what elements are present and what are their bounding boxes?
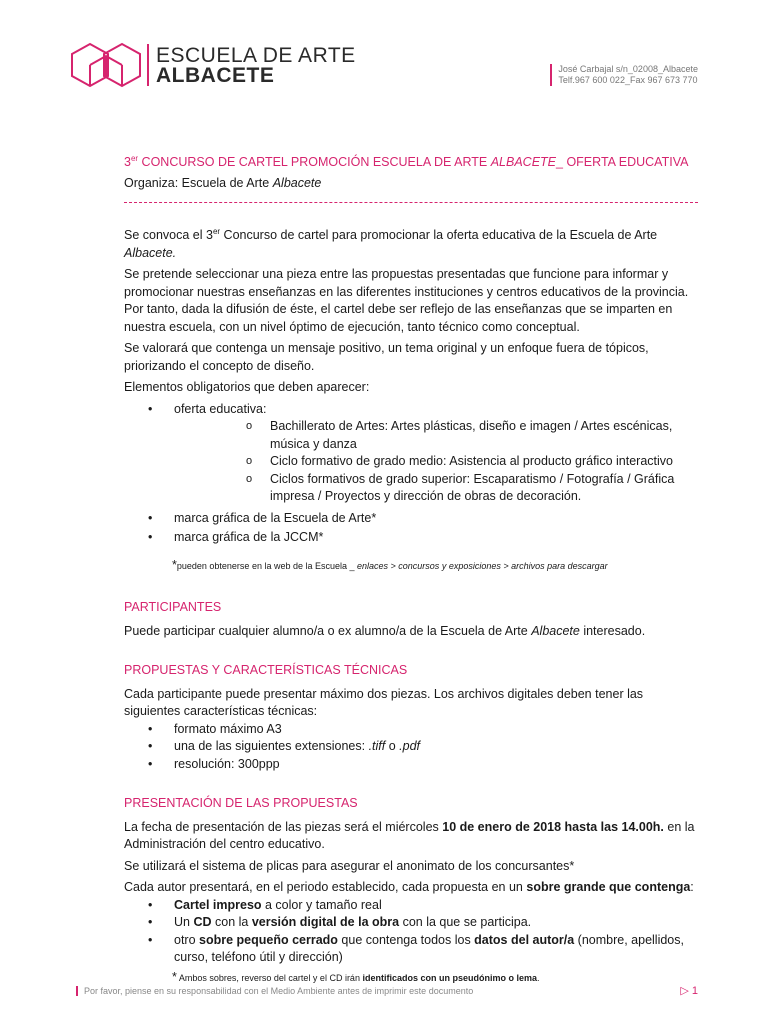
section-propuestas-title: PROPUESTAS Y CARACTERÍSTICAS TÉCNICAS bbox=[124, 663, 408, 678]
proposals-paragraph: Cada participante puede presentar máximo dos piezas. Los archivos digitales deben tener las siguientes características técnicas: bbox=[124, 686, 644, 719]
school-logo-icon bbox=[70, 40, 142, 90]
page-number: ▷ 1 bbox=[680, 985, 698, 997]
download-note: *pueden obtenerse en la web de la Escuela _ enlaces > concursos y exposiciones > archivos para descargar bbox=[172, 557, 608, 572]
list-item: o Ciclo formativo de grado medio: Asistencia al producto gráfico interactivo bbox=[174, 453, 698, 471]
list-item: • marca gráfica de la Escuela de Arte* bbox=[124, 510, 698, 528]
criteria-paragraph: Se valorará que contenga un mensaje positivo, un tema original y un enfoque fuera de tópicos, priorizando el concepto de diseño. bbox=[124, 341, 649, 373]
intro-paragraph: Se convoca el 3er Concurso de cartel para promocionar la oferta educativa de la Escuela de Arte Albacete. bbox=[124, 227, 658, 260]
deadline-paragraph: La fecha de presentación de las piezas será el miércoles 10 de enero de 2018 hasta las 14.00h. en la Administración del centro educativo. bbox=[124, 819, 695, 852]
organizer-line: Organiza: Escuela de Arte Albacete bbox=[124, 175, 322, 190]
document-title: 3er CONCURSO DE CARTEL PROMOCIÓN ESCUELA DE ARTE ALBACETE_ OFERTA EDUCATIVA bbox=[124, 154, 689, 170]
required-elements-list bbox=[124, 401, 698, 547]
list-item: • Un CD con la versión digital de la obra con la que se participa. bbox=[124, 914, 698, 932]
list-item: o Bachillerato de Artes: Artes plásticas, diseño e imagen / Artes escénicas, música y danza bbox=[174, 418, 698, 453]
section-presentacion-title: PRESENTACIÓN DE LAS PROPUESTAS bbox=[124, 796, 358, 811]
logo-text-line2: ALBACETE bbox=[156, 64, 275, 87]
title-rule bbox=[124, 202, 698, 203]
participants-paragraph: Puede participar cualquier alumno/a o ex alumno/a de la Escuela de Arte Albacete interesado. bbox=[124, 623, 646, 638]
section-participantes-title: PARTICIPANTES bbox=[124, 600, 222, 615]
play-triangle-icon: ▷ bbox=[680, 985, 689, 997]
list-item: o Ciclos formativos de grado superior: Escaparatismo / Fotografía / Gráfica impresa / Proyectos y dirección de obras de decoración. bbox=[174, 471, 698, 506]
purpose-paragraph: Se pretende seleccionar una pieza entre las propuestas presentadas que funcione para informar y promocionar nuestras enseñanzas en las diferentes instituciones y centros educativos de la provincia. Por tanto, dada la difusión de éste, el cartel debe ser reflejo de las enseñanzas que se imparten en nuestra escuela, con un nivel óptimo de ejecución, tanto técnico como conceptual. bbox=[124, 267, 689, 334]
logo-divider bbox=[147, 44, 149, 86]
list-item: • marca gráfica de la JCCM* bbox=[124, 529, 698, 547]
envelope-contents-list bbox=[124, 897, 698, 967]
list-item: • oferta educativa: o Bachillerato de Artes: Artes plásticas, diseño e imagen / Artes escénicas, música y danza o Ciclo formativo de grado medio: Asistencia al producto gráfico interactivo o Ciclos formativos de grado superior: Escaparatismo / Fotografía / Gráfica impresa / Proyectos y dirección de obras de decoración. bbox=[124, 401, 698, 506]
phones: Telf.967 600 022_Fax 967 673 770 bbox=[558, 75, 698, 85]
list-item: • formato máximo A3 bbox=[124, 721, 698, 739]
address: José Carbajal s/n_02008_Albacete bbox=[558, 64, 698, 74]
document-body bbox=[124, 150, 698, 987]
list-item: • una de las siguientes extensiones: .tiff o .pdf bbox=[124, 738, 698, 756]
sub-list bbox=[174, 418, 698, 506]
anonymity-paragraph: Se utilizará el sistema de plicas para asegurar el anonimato de los concursantes* bbox=[124, 858, 575, 873]
contact-info bbox=[550, 64, 698, 86]
envelope-note: * Ambos sobres, reverso del cartel y el CD irán identificados con un pseudónimo o lema. bbox=[172, 969, 540, 984]
footer-environment-note: Por favor, piense en su responsabilidad con el Medio Ambiente antes de imprimir este documento bbox=[76, 986, 473, 996]
list-item: • Cartel impreso a color y tamaño real bbox=[124, 897, 698, 915]
submission-paragraph: Cada autor presentará, en el periodo establecido, cada propuesta en un sobre grande que contenga: bbox=[124, 880, 694, 895]
technical-specs-list bbox=[124, 721, 698, 774]
logo-text-line1: ESCUELA DE ARTE bbox=[156, 44, 356, 67]
list-item: • otro sobre pequeño cerrado que contenga todos los datos del autor/a (nombre, apellidos, curso, teléfono útil y dirección) bbox=[124, 932, 698, 967]
list-item: • resolución: 300ppp bbox=[124, 756, 698, 774]
elements-intro: Elementos obligatorios que deben aparecer: bbox=[124, 380, 370, 395]
